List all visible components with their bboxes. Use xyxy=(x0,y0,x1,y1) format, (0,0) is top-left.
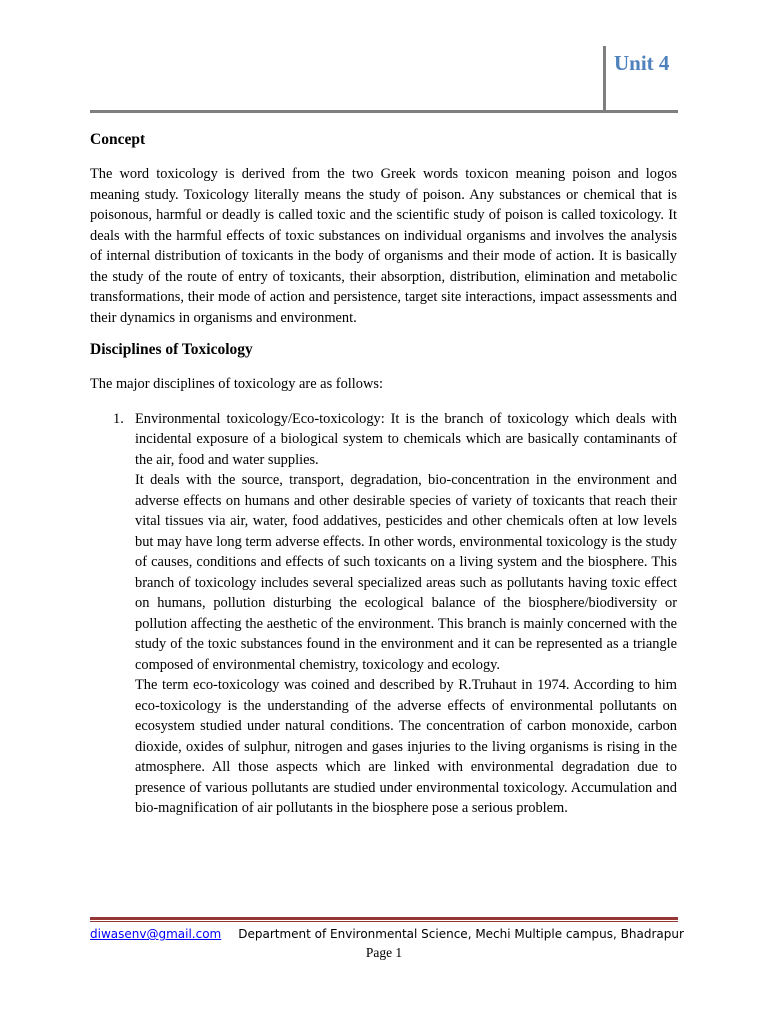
document-body xyxy=(90,128,677,819)
header-divider xyxy=(90,110,678,113)
page-number: Page 1 xyxy=(365,945,403,960)
footer-email-link[interactable]: diwasenv@gmail.com xyxy=(90,927,222,941)
disciplines-intro: The major disciplines of toxicology are as follows: xyxy=(90,376,383,392)
concept-heading: Concept xyxy=(90,131,146,148)
footer-department: Department of Environmental Science, Mechi Multiple campus, Bhadrapur xyxy=(238,927,684,941)
footer xyxy=(90,926,684,943)
list-item-paragraph: Environmental toxicology/Eco-toxicology: It is the branch of toxicology which deals with incidental exposure of a biological system to chemicals which are basically contaminants of the air, food and water supplies. xyxy=(135,410,677,468)
unit-label-box xyxy=(603,46,680,110)
footer-divider-thin xyxy=(90,921,678,922)
footer-divider xyxy=(90,917,678,920)
list-item-paragraph: The term eco-toxicology was coined and described by R.Truhaut in 1974. According to him eco-toxicology is the understanding of the adverse effects of environmental pollutants on ecosystem studied under natural conditions. The concentration of carbon monoxide, carbon dioxide, oxides of sulphur, nitrogen and gases injuries to the living organisms is rising in the atmosphere. All those aspects which are linked with environmental degradation due to presence of various pollutants are studied under environmental toxicology. Accumulation and bio-magnification of air pollutants in the biosphere pose a serious problem. xyxy=(135,677,677,816)
unit-label: Unit 4 xyxy=(614,51,670,75)
list-item-paragraph: It deals with the source, transport, degradation, bio-concentration in the environment and adverse effects on humans and other desirable species of variety of toxicants that reach their vital tissues via air, water, food addatives, pesticides and other chemicals often at low levels but may have long term adverse effects. In other words, environmental toxicology is the study of causes, conditions and effects of such toxicants on a living system and the biosphere. This branch of toxicology includes several specialized areas such as pollutants having toxic effect on humans, pollution disturbing the ecological balance of the biosphere/biodiversity or pollution affecting the aesthetic of the environment. This branch is mainly concerned with the study of the toxic substances found in the environment and it can be represented as a triangle composed of environmental chemistry, toxicology and ecology. xyxy=(135,472,677,673)
list-item-number: 1. xyxy=(113,410,124,427)
disciplines-heading: Disciplines of Toxicology xyxy=(90,341,253,358)
list-item xyxy=(90,409,677,819)
concept-paragraph: The word toxicology is derived from the two Greek words toxicon meaning poison and logos meaning study. Toxicology literally means the study of poison. Any substances or chemical that is poisonous, harmful or deadly is called toxic and the scientific study of poison is called toxicology. It deals with the harmful effects of toxic substances on individual organisms and involves the analysis of internal distribution of toxicants in the body of organisms and their mode of action. It is basically the study of the route of entry of toxicants, their absorption, distribution, elimination and metabolic transformations, their mode of action and persistence, target site interactions, impact assessments and their dynamics in organisms and environment. xyxy=(90,166,677,326)
